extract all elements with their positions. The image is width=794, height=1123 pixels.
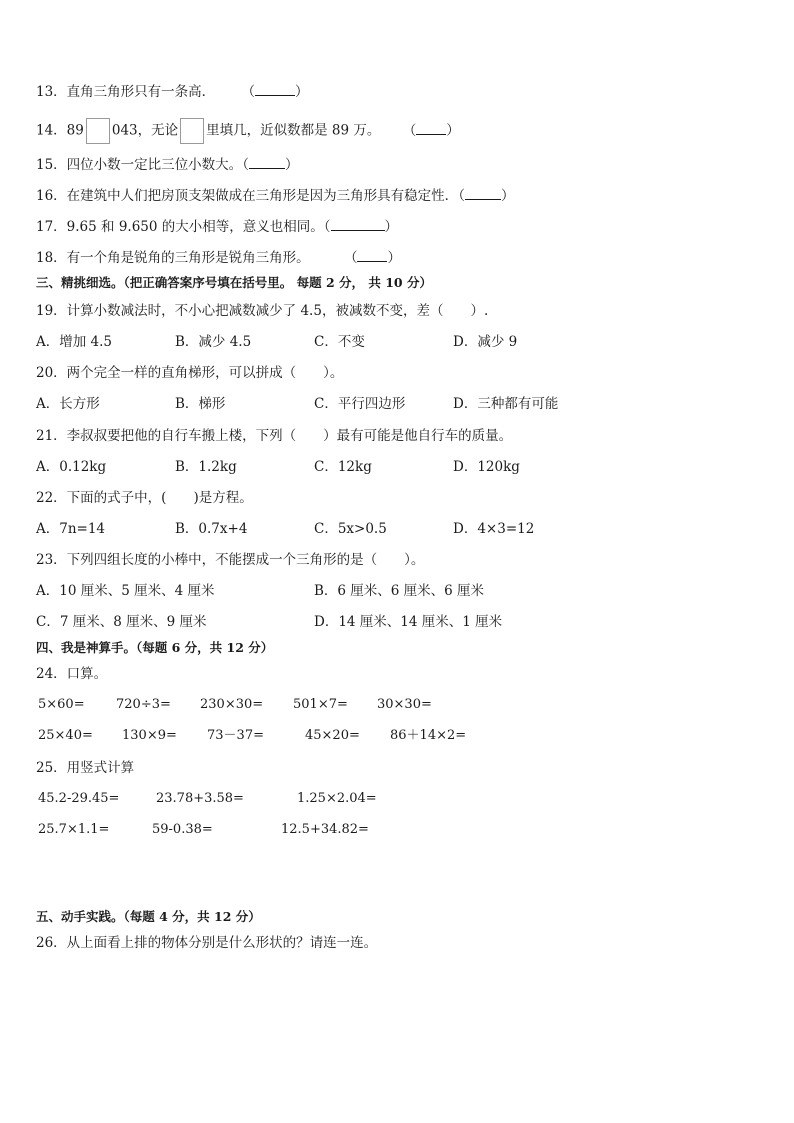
answer-blank[interactable] xyxy=(357,249,387,262)
option-a[interactable]: A．长方形 xyxy=(36,396,100,412)
paren-close: ） xyxy=(384,219,399,235)
oral-calc-item: 5×60= xyxy=(38,697,85,712)
question-text-part1: 14．89 xyxy=(36,122,84,139)
question-21-stem: 21．李叔叔要把他的自行车搬上楼，下列（ ）最有可能是他自行车的质量。 xyxy=(36,428,513,444)
vertical-calc-item: 1.25×2.04= xyxy=(297,791,377,806)
oral-calc-item: 30×30= xyxy=(377,697,432,712)
answer-blank[interactable] xyxy=(465,187,501,200)
digit-box[interactable] xyxy=(86,118,110,144)
option-d[interactable]: D．三种都有可能 xyxy=(453,396,559,412)
oral-calc-item: 230×30= xyxy=(200,697,264,712)
oral-calc-item: 45×20= xyxy=(305,728,360,743)
paren-close: ） xyxy=(446,122,460,139)
question-20-stem: 20．两个完全一样的直角梯形，可以拼成（ ）。 xyxy=(36,365,344,381)
paren-open: （ xyxy=(241,84,255,100)
question-25-title: 25．用竖式计算 xyxy=(36,760,135,776)
option-d[interactable]: D．14 厘米、14 厘米、1 厘米 xyxy=(314,614,503,630)
question-16 xyxy=(36,186,514,206)
question-23-stem: 23．下列四组长度的小棒中，不能摆成一个三角形的是（ ）。 xyxy=(36,552,425,568)
vertical-calc-item: 59-0.38= xyxy=(152,822,213,837)
question-17 xyxy=(36,217,398,237)
option-c[interactable]: C．5x>0.5 xyxy=(314,521,387,537)
option-a[interactable]: A．增加 4.5 xyxy=(36,334,113,350)
option-b[interactable]: B．1.2kg xyxy=(175,459,237,475)
vertical-calc-item: 12.5+34.82= xyxy=(281,822,369,837)
option-b[interactable]: B．梯形 xyxy=(175,396,226,412)
question-22-stem: 22．下面的式子中，( )是方程。 xyxy=(36,490,253,506)
question-text: 13．直角三角形只有一条高． xyxy=(36,84,216,100)
option-b[interactable]: B．0.7x+4 xyxy=(175,521,248,537)
option-b[interactable]: B．减少 4.5 xyxy=(175,334,252,350)
question-text: 18．有一个角是锐角的三角形是锐角三角形。 xyxy=(36,250,310,266)
option-d[interactable]: D．4×3=12 xyxy=(453,521,535,537)
question-text: 16．在建筑中人们把房顶支架做成在三角形是因为三角形具有稳定性． xyxy=(36,188,459,204)
question-19-stem: 19．计算小数减法时，不小心把减数减少了 4.5，被减数不变，差（ ）. xyxy=(36,303,489,319)
answer-blank[interactable] xyxy=(255,83,295,96)
question-text-part2: 043，无论 xyxy=(111,122,179,139)
section-5-heading: 五、动手实践。（每题 4 分，共 12 分） xyxy=(36,909,261,924)
paren-open: （ xyxy=(242,157,249,173)
vertical-calc-item: 25.7×1.1= xyxy=(38,822,110,837)
oral-calc-item: 73－37= xyxy=(207,728,264,743)
answer-blank[interactable] xyxy=(249,156,285,169)
paren-close: ） xyxy=(500,188,515,204)
paren-open: （ xyxy=(458,188,465,204)
answer-blank[interactable] xyxy=(331,218,385,231)
paren-open: （ xyxy=(402,122,417,139)
option-d[interactable]: D．减少 9 xyxy=(453,334,518,350)
option-c[interactable]: C．平行四边形 xyxy=(314,396,406,412)
section-4-heading: 四、我是神算手。（每题 6 分，共 12 分） xyxy=(36,640,274,655)
paren-open: （ xyxy=(323,219,331,235)
oral-calc-item: 501×7= xyxy=(293,697,348,712)
paren-open: （ xyxy=(343,250,358,266)
vertical-calc-item: 45.2-29.45= xyxy=(38,791,120,806)
question-24-title: 24．口算。 xyxy=(36,666,108,682)
question-18 xyxy=(36,248,401,268)
digit-box[interactable] xyxy=(180,118,204,144)
option-c[interactable]: C．7 厘米、8 厘米、9 厘米 xyxy=(36,614,207,630)
option-b[interactable]: B．6 厘米、6 厘米、6 厘米 xyxy=(314,583,485,599)
question-text-part3: 里填几，近似数都是 89 万。 xyxy=(206,122,381,139)
section-3-heading: 三、精挑细选。（把正确答案序号填在括号里。 每题 2 分， 共 10 分） xyxy=(36,275,432,290)
option-c[interactable]: C．12kg xyxy=(314,459,372,475)
vertical-calc-item: 23.78+3.58= xyxy=(156,791,244,806)
question-13 xyxy=(36,82,308,102)
oral-calc-item: 720÷3= xyxy=(116,697,171,712)
option-a[interactable]: A．0.12kg xyxy=(36,459,107,475)
question-14 xyxy=(36,118,460,144)
paren-close: ） xyxy=(284,157,299,173)
question-15 xyxy=(36,155,298,175)
paren-close: ） xyxy=(387,250,401,266)
paren-close: ） xyxy=(294,84,309,100)
question-text: 17．9.65 和 9.650 的大小相等，意义也相同。 xyxy=(36,219,324,235)
oral-calc-item: 130×9= xyxy=(122,728,177,743)
question-text: 15．四位小数一定比三位小数大。 xyxy=(36,157,243,173)
oral-calc-item: 86＋14×2= xyxy=(390,728,467,743)
option-d[interactable]: D．120kg xyxy=(453,459,520,475)
question-26: 26．从上面看上排的物体分别是什么形状的？请连一连。 xyxy=(36,935,378,951)
answer-blank[interactable] xyxy=(416,122,446,135)
option-a[interactable]: A．10 厘米、5 厘米、4 厘米 xyxy=(36,583,215,599)
oral-calc-item: 25×40= xyxy=(38,728,93,743)
option-c[interactable]: C．不变 xyxy=(314,334,365,350)
option-a[interactable]: A．7n=14 xyxy=(36,521,106,537)
